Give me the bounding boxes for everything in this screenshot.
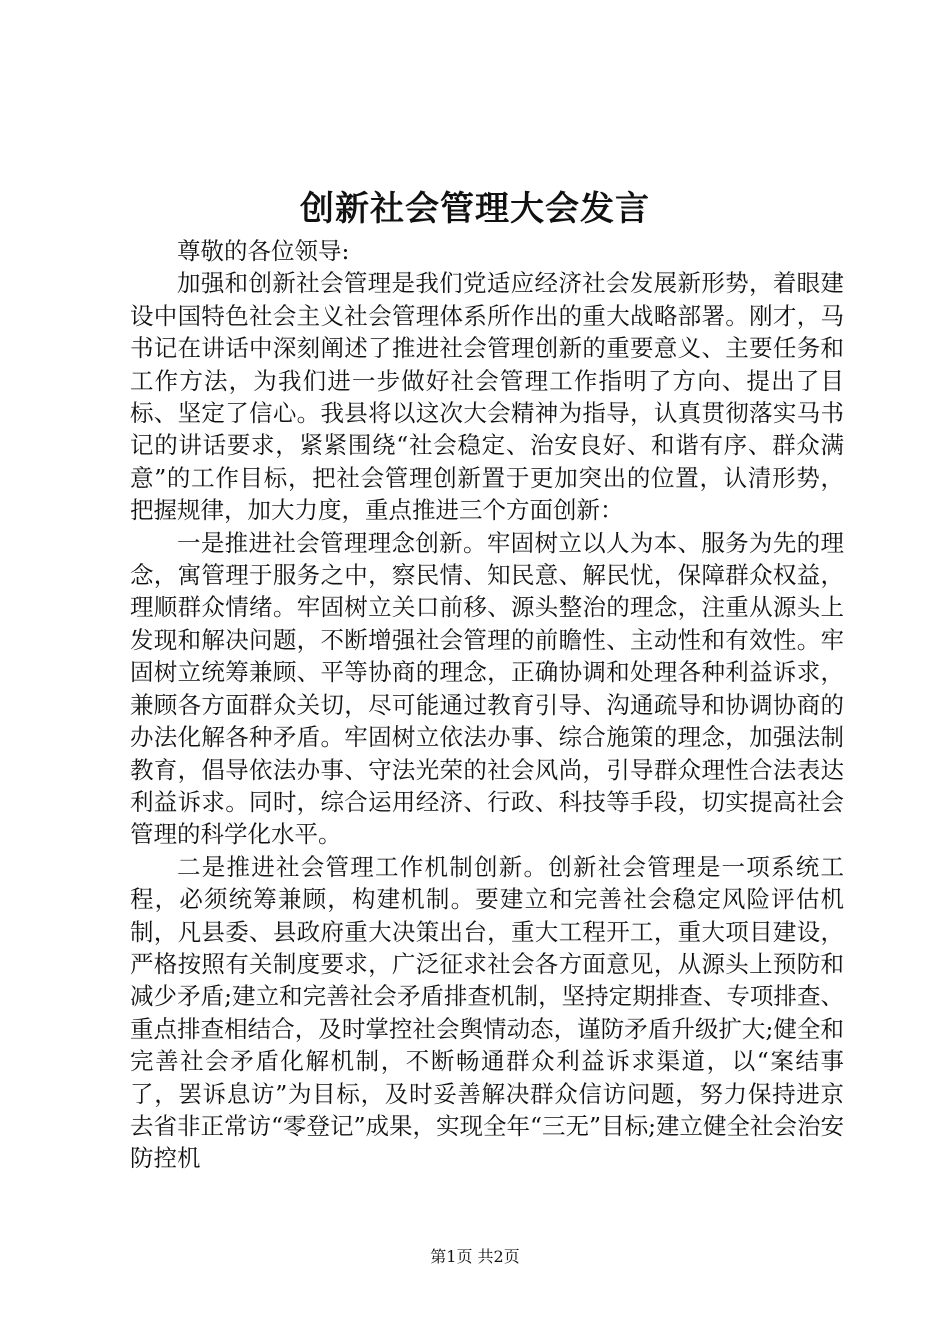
paragraph-intro: 加强和创新社会管理是我们党适应经济社会发展新形势，着眼建设中国特色社会主义社会管理体系所作出的重大战略部署。刚才，马书记在讲话中深刻阐述了推进社会管理创新的重要意义、主要任务和工作方法，为我们进一步做好社会管理工作指明了方向、提出了目标、坚定了信心。我县将以这次大会精神为指导，认真贯彻落实马书记的讲话要求，紧紧围绕“社会稳定、治安良好、和谐有序、群众满意”的工作目标，把社会管理创新置于更加突出的位置，认清形势，把握规律，加大力度，重点推进三个方面创新： (130, 269, 844, 525)
paragraph-one: 一是推进社会管理理念创新。牢固树立以人为本、服务为先的理念，寓管理于服务之中，察民情、知民意、解民忧，保障群众权益，理顺群众情绪。牢固树立关口前移、源头整治的理念，注重从源头上发现和解决问题，不断增强社会管理的前瞻性、主动性和有效性。牢固树立统筹兼顾、平等协商的理念，正确协调和处理各种利益诉求，兼顾各方面群众关切，尽可能通过教育引导、沟通疏导和协调协商的办法化解各种矛盾。牢固树立依法办事、综合施策的理念，加强法制教育，倡导依法办事、守法光荣的社会风尚，引导群众理性合法表达利益诉求。同时，综合运用经济、行政、科技等手段，切实提高社会管理的科学化水平。 (130, 528, 844, 849)
page-title: 创新社会管理大会发言 (300, 189, 650, 229)
document-body (130, 235, 844, 1175)
salutation: 尊敬的各位领导: (177, 237, 350, 265)
paragraph-two: 二是推进社会管理工作机制创新。创新社会管理是一项系统工程，必须统筹兼顾，构建机制。要建立和完善社会稳定风险评估机制，凡县委、县政府重大决策出台，重大工程开工，重大项目建设，严格按照有关制度要求，广泛征求社会各方面意见，从源头上预防和减少矛盾;建立和完善社会矛盾排查机制，坚持定期排查、专项排查、重点排查相结合，及时掌控社会舆情动态，谨防矛盾升级扩大;健全和完善社会矛盾化解机制，不断畅通群众利益诉求渠道，以“案结事了，罢诉息访”为目标，及时妥善解决群众信访问题，努力保持进京去省非正常访“零登记”成果，实现全年“三无”目标;建立健全社会治安防控机 (130, 852, 844, 1173)
page-footer: 第1页 共2页 (430, 1247, 520, 1266)
